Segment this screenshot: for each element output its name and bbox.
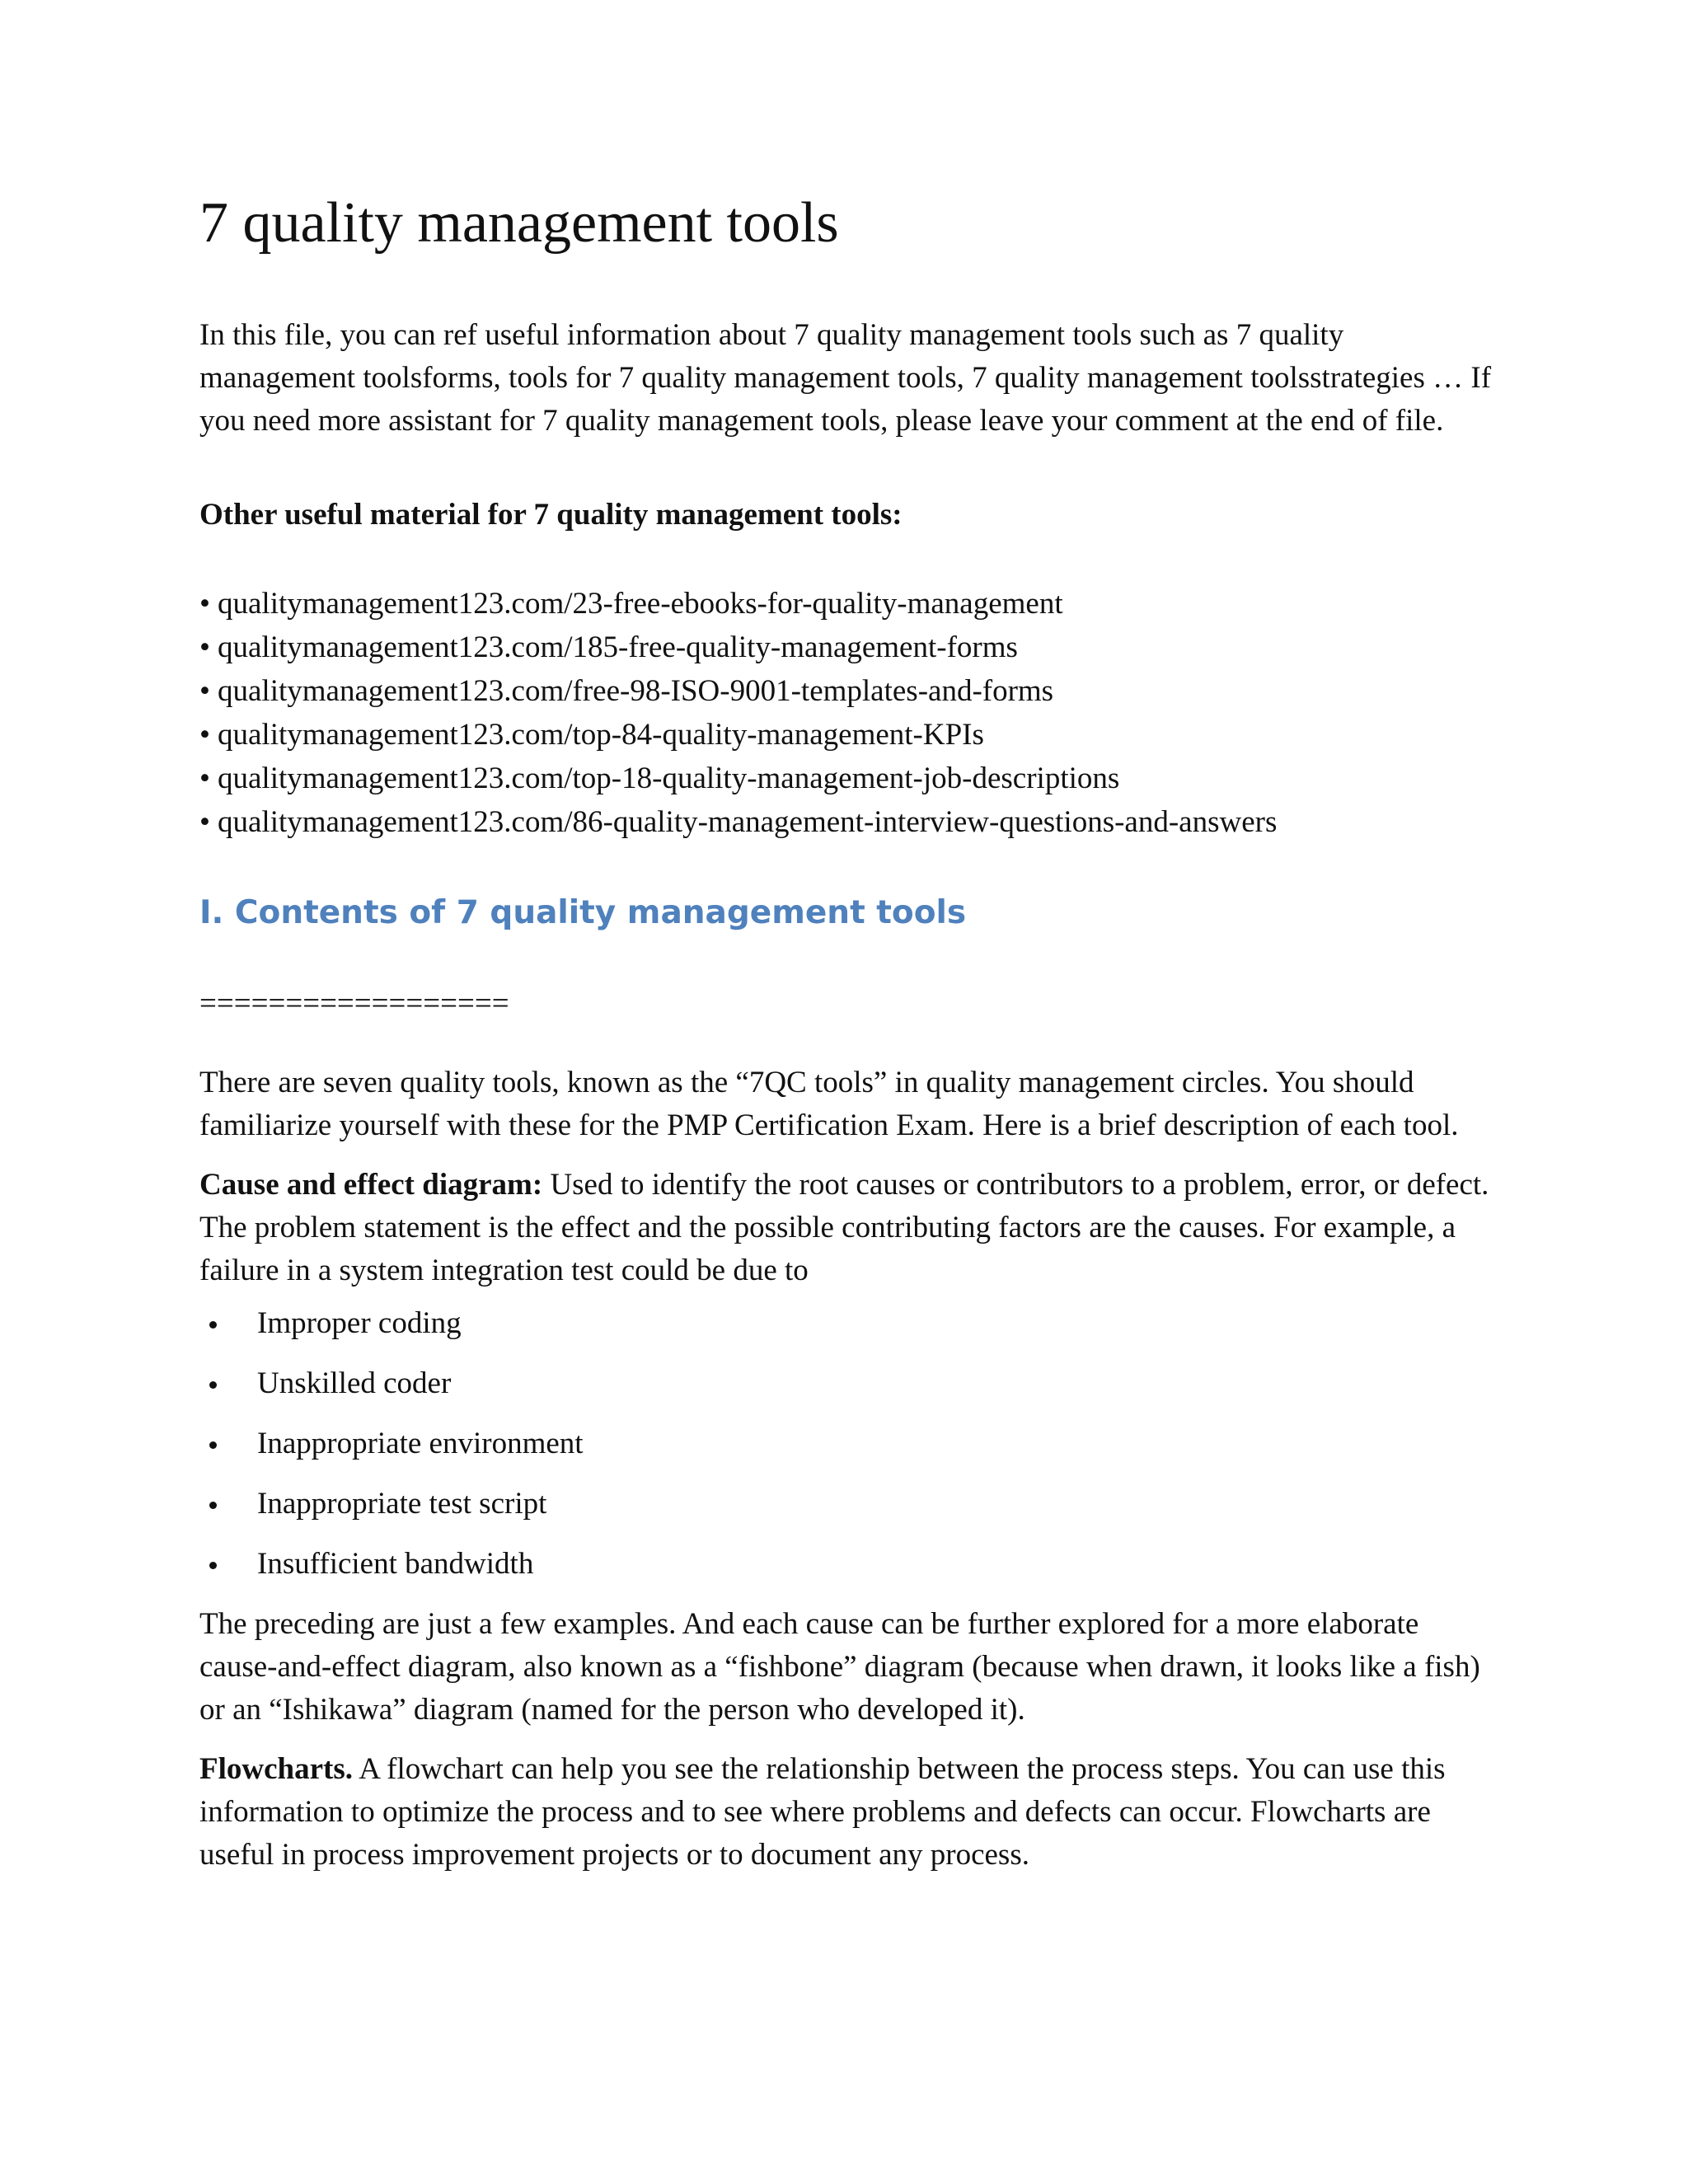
list-item-text: Insufficient bandwidth (257, 1547, 534, 1581)
flowcharts-text: A flowchart can help you see the relationship between the process steps. You can use this information to optimize the process and to see where problems and defects can occur. Flowcharts are useful in process improvement projects or to document any process. (199, 1752, 1446, 1872)
flowcharts-label: Flowcharts. (199, 1752, 353, 1786)
resource-link-text[interactable]: qualitymanagement123.com/185-free-quality-management-forms (218, 630, 1018, 664)
list-item-text: Improper coding (257, 1306, 462, 1340)
cause-effect-label: Cause and effect diagram: (199, 1168, 543, 1202)
seven-tools-intro: There are seven quality tools, known as the “7QC tools” in quality management circles. You should familiarize yourself with these for the PMP Certification Exam. Here is a brief description of each tool. (199, 1066, 1459, 1142)
bullet: • (199, 587, 210, 621)
list-item (199, 1302, 1502, 1345)
other-material-heading: Other useful material for 7 quality management tools: (199, 498, 903, 532)
cause-effect-text: Used to identify the root causes or contributors to a problem, error, or defect. The problem statement is the effect and the possible contributing factors are the causes. For example, a failure in a system integration test could be due to (199, 1168, 1489, 1287)
bullet-dot-icon (209, 1502, 217, 1509)
resource-link-text[interactable]: qualitymanagement123.com/top-84-quality-management-KPIs (218, 718, 984, 752)
page-title: 7 quality management tools (199, 191, 839, 255)
resource-link-list (199, 582, 1502, 844)
bullet: • (199, 674, 210, 708)
list-item-text: Inappropriate test script (257, 1487, 547, 1521)
bullet: • (199, 718, 210, 752)
resource-link-text[interactable]: qualitymanagement123.com/top-18-quality-management-job-descriptions (218, 762, 1120, 795)
resource-link-item[interactable] (199, 757, 1502, 800)
list-item (199, 1543, 1502, 1586)
document-body (199, 191, 1502, 1877)
resource-link-item[interactable] (199, 713, 1502, 757)
bullet-dot-icon (209, 1381, 217, 1389)
section-heading-contents: I. Contents of 7 quality management tools (199, 894, 967, 931)
bullet-dot-icon (209, 1441, 217, 1449)
resource-link-text[interactable]: qualitymanagement123.com/86-quality-management-interview-questions-and-answers (218, 805, 1278, 839)
resource-link-item[interactable] (199, 582, 1502, 626)
resource-link-text[interactable]: qualitymanagement123.com/free-98-ISO-9001-templates-and-forms (218, 674, 1054, 708)
bullet-dot-icon (209, 1562, 217, 1569)
flowcharts-paragraph (199, 1748, 1502, 1877)
list-item (199, 1422, 1502, 1465)
bullet: • (199, 630, 210, 664)
list-item (199, 1483, 1502, 1526)
resource-link-item[interactable] (199, 669, 1502, 713)
cause-effect-paragraph (199, 1164, 1502, 1292)
fishbone-paragraph: The preceding are just a few examples. And each cause can be further explored for a more elaborate cause-and-effect diagram, also known as a “fishbone” diagram (because when drawn, it looks like a fish) or an “Ishikawa” diagram (named for the person who developed it). (199, 1607, 1480, 1727)
intro-paragraph: In this file, you can ref useful information about 7 quality management tools such as 7 quality management toolsforms, tools for 7 quality management tools, 7 quality management toolsstrategies … If you need more assistant for 7 quality management tools, please leave your comment at the end of file. (199, 318, 1492, 438)
bullet-dot-icon (209, 1321, 217, 1329)
list-item-text: Inappropriate environment (257, 1427, 584, 1460)
resource-link-text[interactable]: qualitymanagement123.com/23-free-ebooks-for-quality-management (218, 587, 1063, 621)
resource-link-item[interactable] (199, 800, 1502, 844)
bullet: • (199, 805, 210, 839)
bullet: • (199, 762, 210, 795)
causes-list (199, 1302, 1502, 1586)
text-divider: ================== (199, 987, 509, 1020)
list-item-text: Unskilled coder (257, 1366, 452, 1400)
resource-link-item[interactable] (199, 626, 1502, 669)
list-item (199, 1362, 1502, 1405)
